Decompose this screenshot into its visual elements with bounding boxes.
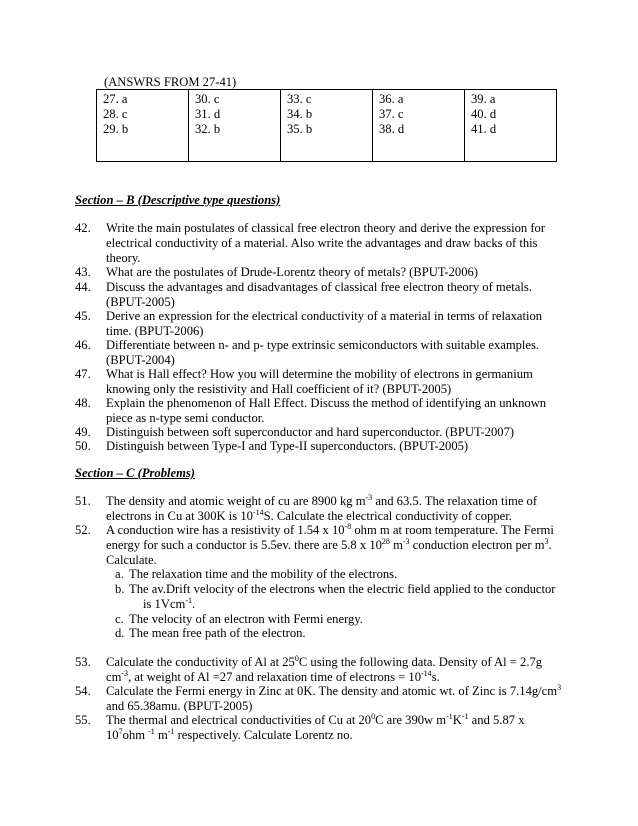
question-42: 42. Write the main postulates of classical free electron theory and derive the expression for electrical conductivity of a material. Also write the advantages and draw backs of this theory.	[75, 221, 546, 265]
question-48: 48. Explain the phenomenon of Hall Effect. Discuss the method of identifying an unknown piece as n-type semi conductor.	[75, 396, 547, 425]
question-54: 54. Calculate the Fermi energy in Zinc at 0K. The density and atomic wt. of Zinc is $7.14g/cm^3$ and 65.38amu. (BPUT-2005)	[75, 683, 562, 713]
question-51: 51. The density and atomic weight of cu are 8900 kg $m^{-3}$ and 63.5. The relaxation time of electrons in Cu at 300K is $10^{-14}S$. Calculate the electrical conductivity of copper.	[75, 493, 538, 523]
subquestion-d: d. The mean free path of the electron.	[115, 626, 306, 640]
answer-cell: 39. a 40. d 41. d	[465, 90, 557, 162]
section-c-heading: Section – C (Problems)	[75, 466, 195, 480]
answer-table	[96, 89, 557, 162]
subquestion-a: a. The relaxation time and the mobility of the electrons.	[115, 567, 398, 581]
question-44: 44. Discuss the advantages and disadvantages of classical free electron theory of metals. (BPUT-2005)	[75, 280, 532, 309]
answer-cell: 36. a 37. c 38. d	[373, 90, 465, 162]
subquestion-c: c. The velocity of an electron with Fermi energy.	[115, 612, 363, 626]
answers-heading: (ANSWRS FROM 27-41)	[104, 75, 237, 89]
question-43: 43. What are the postulates of Drude-Lorentz theory of metals? (BPUT-2006)	[75, 265, 478, 279]
question-49: 49. Distinguish between soft superconductor and hard superconductor. (BPUT-2007)	[75, 425, 515, 439]
answer-cell: 33. c 34. b 35. b	[281, 90, 373, 162]
answer-cell: 30. c 31. d 32. b	[189, 90, 281, 162]
answer-cell: 27. a 28. c 29. b	[97, 90, 189, 162]
question-46: 46. Differentiate between n- and p- type extrinsic semiconductors with suitable examples. (BPUT-2004)	[75, 338, 540, 367]
subquestion-b: b. The av.Drift velocity of the electrons when the electric field applied to the conductor is 1Vcm$^{-1}$.	[115, 582, 556, 611]
question-55: 55. The thermal and electrical conductivities of Cu at $20^0C$ are 390w $m^{-1}K^{-1}$ and 5.87 x $10^7ohm$ $^{-1}$ $m^{-1}$ respectively. Calculate Lorentz no.	[75, 712, 525, 742]
question-45: 45. Derive an expression for the electrical conductivity of a material in terms of relaxation time. (BPUT-2006)	[75, 309, 543, 338]
question-53: 53. Calculate the conductivity of Al at $25^0C$ using the following data. Density of Al = 2.7g $cm^{-3}$, at weight of Al =27 and relaxation time of electrons = $10^{-14}s$.	[75, 654, 543, 684]
section-b-heading: Section – B (Descriptive type questions)	[75, 193, 281, 207]
question-52: 52. A conduction wire has a resistivity of 1.54 x $10^{-8}$ ohm m at room temperature. The Fermi energy for such a conductor is 5.5ev. there are 5.8 x $10^{28}$ $m^{-3}$ conduction electron per $m^3$. Calculate.	[75, 522, 554, 567]
question-47: 47. What is Hall effect? How you will determine the mobility of electrons in germanium knowing only the resistivity and Hall coefficient of it? (BPUT-2005)	[75, 367, 533, 396]
question-50: 50. Distinguish between Type-I and Type-II superconductors. (BPUT-2005)	[75, 439, 469, 453]
